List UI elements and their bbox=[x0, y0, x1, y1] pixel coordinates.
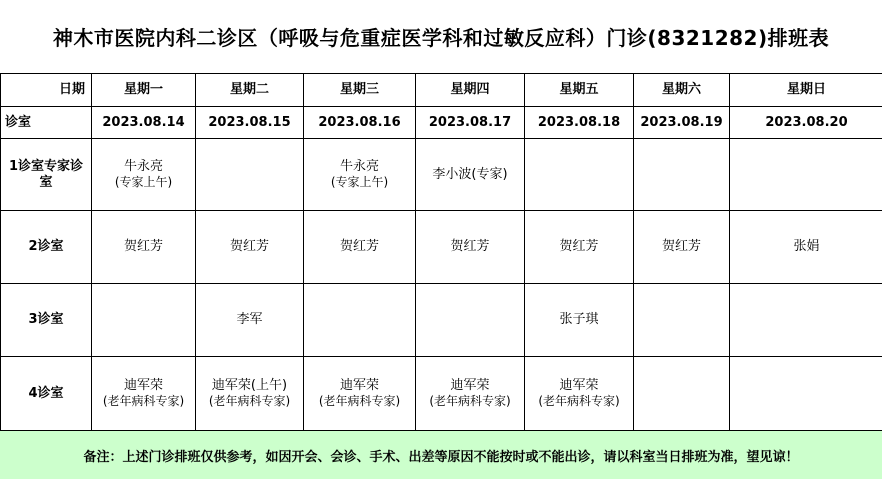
doctor-name: 贺红芳 bbox=[304, 239, 415, 255]
schedule-cell-tue bbox=[196, 357, 304, 431]
doctor-note: (老年病科专家) bbox=[416, 394, 524, 409]
schedule-cell-sat bbox=[634, 284, 730, 357]
doctor-name: 李小波(专家) bbox=[416, 167, 524, 183]
schedule-cell-thu bbox=[416, 357, 525, 431]
doctor-name: 张子琪 bbox=[525, 312, 633, 328]
schedule-cell-fri bbox=[525, 357, 634, 431]
doctor-name: 迪军荣 bbox=[92, 378, 195, 394]
schedule-cell-mon bbox=[92, 284, 196, 357]
doctor-name: 张娟 bbox=[730, 239, 882, 255]
schedule-cell-tue bbox=[196, 284, 304, 357]
date-tue: 2023.08.15 bbox=[196, 107, 304, 139]
date-label-cell bbox=[1, 74, 92, 107]
schedule-cell-tue bbox=[196, 139, 304, 211]
doctor-note: (专家上午) bbox=[92, 175, 195, 190]
schedule-cell-mon bbox=[92, 211, 196, 284]
doctor-name: 迪军荣 bbox=[525, 378, 633, 394]
day-header-mon: 星期一 bbox=[92, 74, 196, 107]
date-wed: 2023.08.16 bbox=[304, 107, 416, 139]
schedule-cell-wed bbox=[304, 357, 416, 431]
day-name-row bbox=[1, 74, 882, 107]
room-name-cell: 2诊室 bbox=[1, 211, 92, 284]
schedule-cell-wed bbox=[304, 139, 416, 211]
date-label: 日期 bbox=[1, 82, 91, 98]
footer-note: 备注：上述门诊排班仅供参考，如因开会、会诊、手术、出差等原因不能按时或不能出诊，请以科室当日排班为准，望见谅！ bbox=[0, 430, 882, 479]
doctor-name: 贺红芳 bbox=[92, 239, 195, 255]
schedule-cell-wed bbox=[304, 211, 416, 284]
doctor-name: 贺红芳 bbox=[196, 239, 303, 255]
date-row bbox=[1, 107, 882, 139]
doctor-name: 贺红芳 bbox=[416, 239, 524, 255]
schedule-cell-fri bbox=[525, 139, 634, 211]
doctor-note: (老年病科专家) bbox=[92, 394, 195, 409]
doctor-name: 迪军荣(上午) bbox=[196, 378, 303, 394]
schedule-cell-wed bbox=[304, 284, 416, 357]
doctor-name: 牛永亮 bbox=[92, 159, 195, 175]
room-name-cell: 3诊室 bbox=[1, 284, 92, 357]
date-fri: 2023.08.18 bbox=[525, 107, 634, 139]
day-header-sun: 星期日 bbox=[730, 74, 882, 107]
room-label-cell bbox=[1, 107, 92, 139]
schedule-cell-sun bbox=[730, 139, 882, 211]
date-sat: 2023.08.19 bbox=[634, 107, 730, 139]
page-title: 神木市医院内科二诊区（呼吸与危重症医学科和过敏反应科）门诊(8321282)排班表 bbox=[0, 0, 882, 73]
room-row bbox=[1, 357, 882, 431]
schedule-cell-fri bbox=[525, 211, 634, 284]
doctor-name: 贺红芳 bbox=[634, 239, 729, 255]
schedule-cell-mon bbox=[92, 139, 196, 211]
day-header-thu: 星期四 bbox=[416, 74, 525, 107]
date-thu: 2023.08.17 bbox=[416, 107, 525, 139]
room-row bbox=[1, 139, 882, 211]
schedule-cell-thu bbox=[416, 284, 525, 357]
schedule-cell-sat bbox=[634, 357, 730, 431]
schedule-table bbox=[0, 73, 882, 431]
doctor-name: 李军 bbox=[196, 312, 303, 328]
schedule-cell-fri bbox=[525, 284, 634, 357]
schedule-cell-sun bbox=[730, 211, 882, 284]
room-name-cell: 4诊室 bbox=[1, 357, 92, 431]
room-row bbox=[1, 284, 882, 357]
day-header-sat: 星期六 bbox=[634, 74, 730, 107]
doctor-name: 迪军荣 bbox=[304, 378, 415, 394]
room-name-cell: 1诊室专家诊室 bbox=[1, 139, 92, 211]
doctor-note: (专家上午) bbox=[304, 175, 415, 190]
schedule-cell-thu bbox=[416, 139, 525, 211]
room-label: 诊室 bbox=[1, 115, 91, 131]
day-header-tue: 星期二 bbox=[196, 74, 304, 107]
doctor-name: 迪军荣 bbox=[416, 378, 524, 394]
date-mon: 2023.08.14 bbox=[92, 107, 196, 139]
schedule-cell-sat bbox=[634, 211, 730, 284]
day-header-wed: 星期三 bbox=[304, 74, 416, 107]
schedule-cell-thu bbox=[416, 211, 525, 284]
schedule-cell-tue bbox=[196, 211, 304, 284]
date-sun: 2023.08.20 bbox=[730, 107, 882, 139]
doctor-note: (老年病科专家) bbox=[525, 394, 633, 409]
schedule-cell-sun bbox=[730, 284, 882, 357]
room-row bbox=[1, 211, 882, 284]
schedule-cell-sat bbox=[634, 139, 730, 211]
doctor-name: 牛永亮 bbox=[304, 159, 415, 175]
day-header-fri: 星期五 bbox=[525, 74, 634, 107]
doctor-note: (老年病科专家) bbox=[196, 394, 303, 409]
doctor-name: 贺红芳 bbox=[525, 239, 633, 255]
schedule-cell-sun bbox=[730, 357, 882, 431]
doctor-note: (老年病科专家) bbox=[304, 394, 415, 409]
schedule-cell-mon bbox=[92, 357, 196, 431]
